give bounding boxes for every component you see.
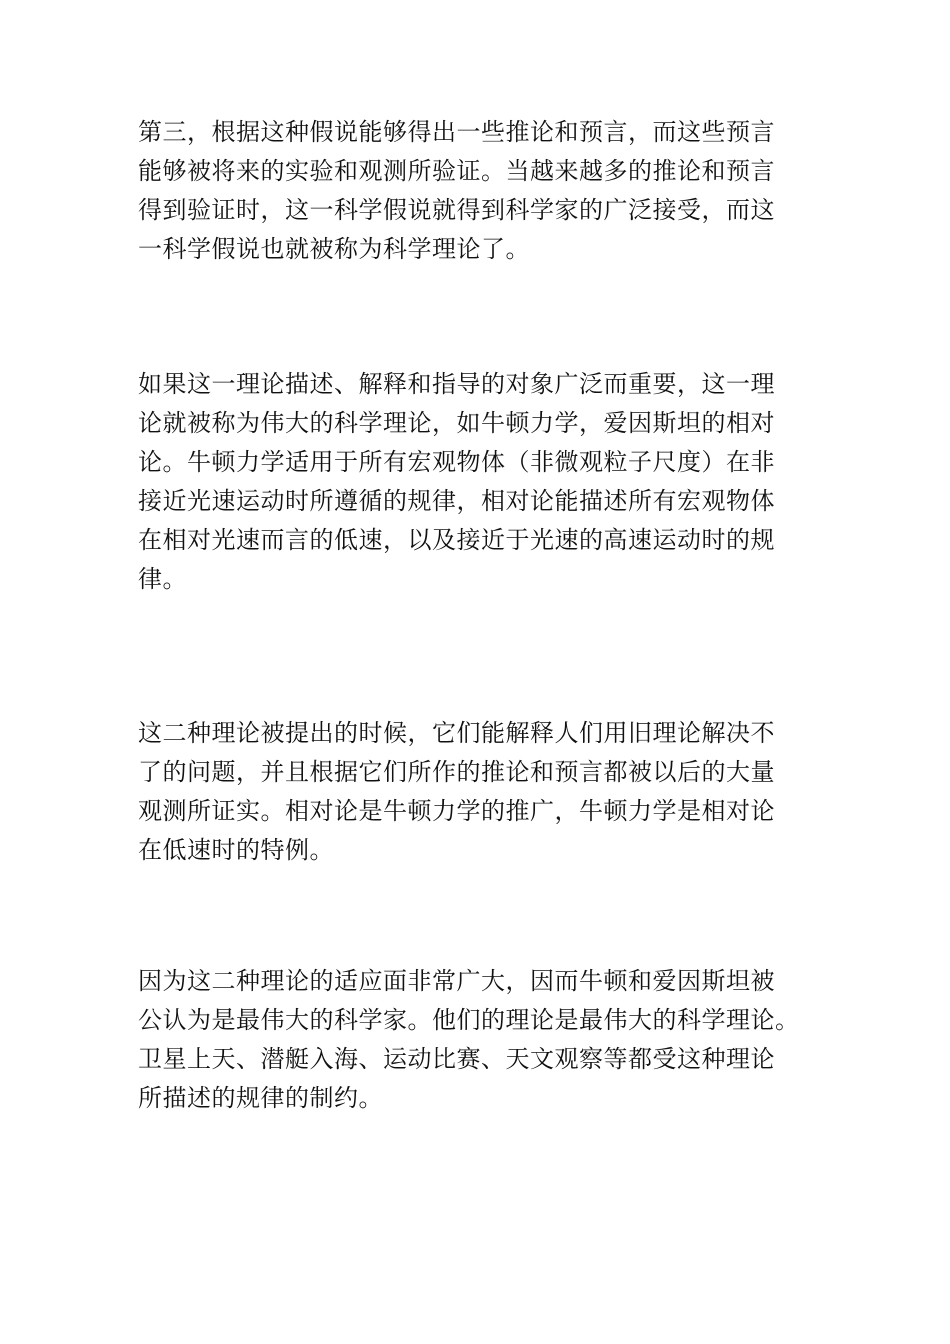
text-line: 因为这二种理论的适应面非常广大，因而牛顿和爱因斯坦被 bbox=[138, 967, 775, 995]
text-line: 观测所证实。相对论是牛顿力学的推广，牛顿力学是相对论 bbox=[138, 797, 775, 825]
text-line: 得到验证时，这一科学假说就得到科学家的广泛接受，而这 bbox=[138, 196, 775, 224]
text-line: 所描述的规律的制约。 bbox=[138, 1084, 383, 1112]
text-line: 在相对光速而言的低速，以及接近于光速的高速运动时的规 bbox=[138, 526, 775, 554]
text-line: 在低速时的特例。 bbox=[138, 836, 334, 864]
text-line: 能够被将来的实验和观测所验证。当越来越多的推论和预言 bbox=[138, 157, 775, 185]
paragraph-two-theories bbox=[138, 714, 775, 870]
paragraph-greatest-scientists bbox=[138, 962, 800, 1118]
text-line: 接近光速运动时所遵循的规律，相对论能描述所有宏观物体 bbox=[138, 487, 775, 515]
text-line: 律。 bbox=[138, 565, 187, 593]
paragraph-scientific-hypothesis bbox=[138, 113, 775, 269]
text-line: 论就被称为伟大的科学理论，如牛顿力学，爱因斯坦的相对 bbox=[138, 409, 775, 437]
text-line: 论。牛顿力学适用于所有宏观物体（非微观粒子尺度）在非 bbox=[138, 448, 775, 476]
text-line: 公认为是最伟大的科学家。他们的理论是最伟大的科学理论。 bbox=[138, 1006, 800, 1034]
text-line: 了的问题，并且根据它们所作的推论和预言都被以后的大量 bbox=[138, 758, 775, 786]
paragraph-great-theory bbox=[138, 365, 775, 599]
text-line: 卫星上天、潜艇入海、运动比赛、天文观察等都受这种理论 bbox=[138, 1045, 775, 1073]
text-line: 第三，根据这种假说能够得出一些推论和预言，而这些预言 bbox=[138, 118, 775, 146]
text-line: 一科学假说也就被称为科学理论了。 bbox=[138, 235, 530, 263]
text-line: 这二种理论被提出的时候，它们能解释人们用旧理论解决不 bbox=[138, 719, 775, 747]
text-line: 如果这一理论描述、解释和指导的对象广泛而重要，这一理 bbox=[138, 370, 775, 398]
